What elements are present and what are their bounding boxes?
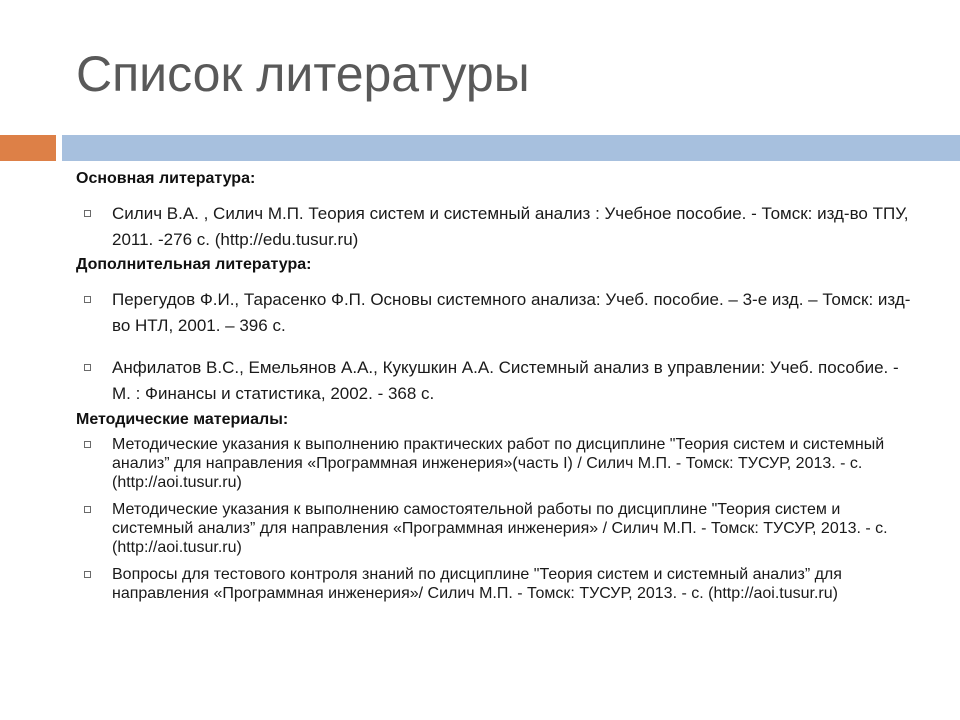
list-item-text: Методические указания к выполнению практических работ по дисциплине "Теория систем и системный анализ” для направления «Программная инженерия»(часть I) / Силич М.П. - Томск: ТУСУР, 2013. - с. (http://aoi.tusur.ru) xyxy=(112,436,885,491)
square-bullet-icon xyxy=(84,296,91,303)
section-heading-methodical-materials: Методические материалы: xyxy=(76,411,289,428)
list-item-text: Методические указания к выполнению самостоятельной работы по дисциплине "Теория систем и системный анализ” для направления «Программная инженерия» / Силич М.П. - Томск: ТУСУР, 2013. - с. (http://aoi.tusur.ru) xyxy=(112,501,888,556)
square-bullet-icon xyxy=(84,364,91,371)
square-bullet-icon xyxy=(84,506,91,513)
list-item xyxy=(76,201,916,253)
list-item-text: Перегудов Ф.И., Тарасенко Ф.П. Основы системного анализа: Учеб. пособие. – 3-е изд. – Томск: изд-во НТЛ, 2001. – 396 с. xyxy=(112,290,911,335)
square-bullet-icon xyxy=(84,210,91,217)
list-item xyxy=(76,500,916,557)
list-item xyxy=(76,565,916,603)
list-item xyxy=(76,287,916,339)
accent-bar-orange xyxy=(0,135,56,161)
square-bullet-icon xyxy=(84,571,91,578)
list-item-text: Анфилатов В.С., Емельянов А.А., Кукушкин А.А. Системный анализ в управлении: Учеб. пособие. - М. : Финансы и статистика, 2002. - 368 с. xyxy=(112,358,899,403)
slide-content xyxy=(76,166,916,603)
section-heading-additional-literature: Дополнительная литература: xyxy=(76,256,312,273)
list-item xyxy=(76,355,916,407)
slide-title: Список литературы xyxy=(76,46,530,102)
square-bullet-icon xyxy=(84,441,91,448)
list-item-text: Вопросы для тестового контроля знаний по дисциплине "Теория систем и системный анализ” для направления «Программная инженерия»/ Силич М.П. - Томск: ТУСУР, 2013. - с. (http://aoi.tusur.ru) xyxy=(112,566,842,602)
accent-bar-blue xyxy=(62,135,960,161)
list-item-text: Силич В.А. , Силич М.П. Теория систем и системный анализ : Учебное пособие. - Томск: изд-во ТПУ, 2011. -276 с. (http://edu.tusur.ru) xyxy=(112,204,909,249)
section-heading-main-literature: Основная литература: xyxy=(76,170,256,187)
list-item xyxy=(76,435,916,492)
